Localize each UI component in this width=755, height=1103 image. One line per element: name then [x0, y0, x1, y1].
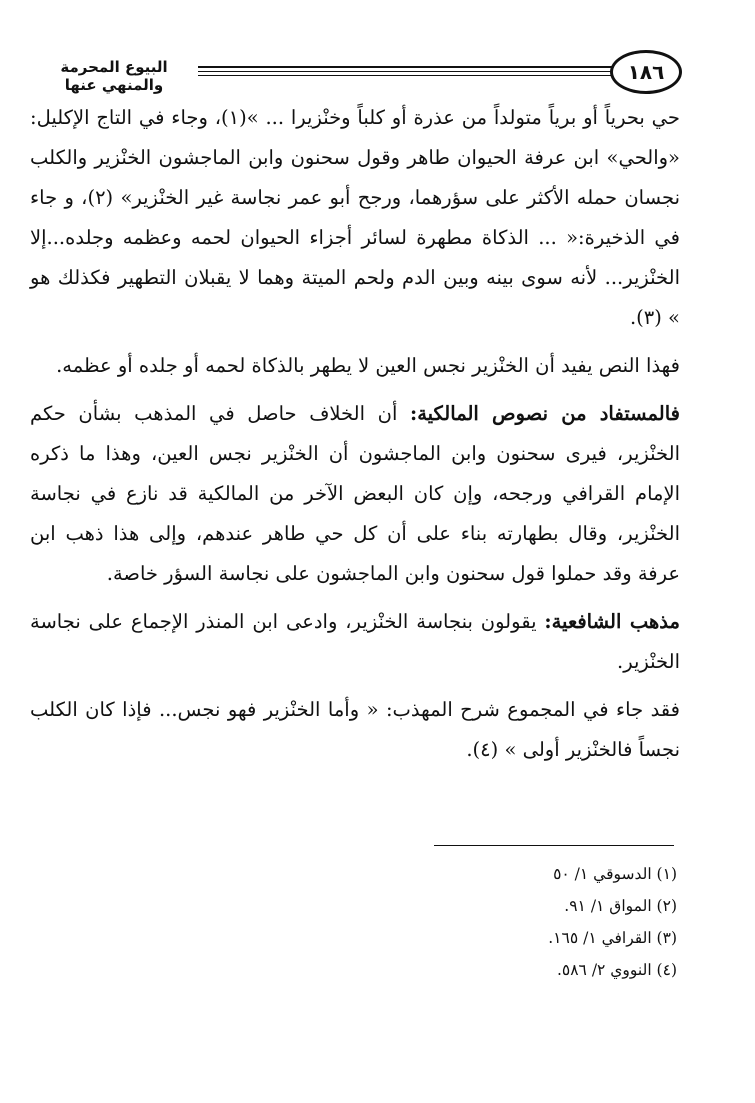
footnote: (٢) المواق ١/ ٩١. [564, 897, 677, 915]
footnotes [377, 858, 677, 986]
footnote: (١) الدسوقي ١/ ٥٠ [553, 865, 677, 883]
running-title: البيوع المحرمة والمنهي عنها [60, 58, 168, 94]
paragraph [30, 690, 680, 770]
paragraph-lead: مذهب الشافعية: [544, 610, 680, 633]
header-rule [198, 71, 618, 72]
page-header [28, 44, 678, 104]
body-text [30, 98, 680, 778]
paragraph-lead: فالمستفاد من نصوص المالكية: [410, 402, 680, 425]
paragraph [30, 602, 680, 682]
paragraph [30, 394, 680, 594]
paragraph-text: يقولون بنجاسة الخنْزير، وادعى ابن المنذر الإجماع على نجاسة الخنْزير. [30, 610, 680, 673]
header-rule [198, 66, 618, 68]
paragraph [30, 346, 680, 386]
paragraph-text: أن الخلاف حاصل في المذهب بشأن حكم الخنْزير، فيرى سحنون وابن الماجشون أن الخنْزير نجس العين، وهذا ما ذكره الإمام القرافي ورجحه، وإن كان البعض الآخر من المالكية قد نازع في نجاسة الخنْزير، وقال بطهارته بناء على أن كل حي طاهر عندهم، وإلى هذا ذهب ابن عرفة وقد حملوا قول سحنون وابن الماجشون على نجاسة السؤر خاصة. [30, 402, 680, 585]
footnote-separator [434, 845, 674, 846]
paragraph [30, 98, 680, 338]
footnote: (٣) القرافي ١/ ١٦٥. [548, 929, 677, 947]
paragraph-text: فقد جاء في المجموع شرح المهذب: « وأما الخنْزير فهو نجس... فإذا كان الكلب نجساً فالخنْزير أولى » (٤). [30, 698, 680, 761]
header-rule [198, 75, 618, 76]
footnote: (٤) النووي ٢/ ٥٨٦. [556, 961, 677, 979]
paragraph-text: فهذا النص يفيد أن الخنْزير نجس العين لا يطهر بالذكاة لحمه أو جلده أو عظمه. [56, 354, 680, 377]
page-number: ١٨٦ [610, 50, 682, 94]
paragraph-text: حي بحرياً أو برياً متولداً من عذرة أو كلباً وخنْزيرا ... »(١)، وجاء في التاج الإكليل: «والحي» ابن عرفة الحيوان طاهر وقول سحنون وابن الماجشون الخنْزير والكلب نجسان حمله الأكثر على سؤرهما، ورجح أبو عمر نجاسة غير الخنْزير» (٢)، و جاء في الذخيرة:« ... الذكاة مطهرة لسائر أجزاء الحيوان لحمه وعظمه وجلده...إلا الخنْزير... لأنه سوى بينه وبين الدم ولحم الميتة وهما لا يقبلان التطهير فكذلك هو » (٣). [30, 106, 680, 329]
